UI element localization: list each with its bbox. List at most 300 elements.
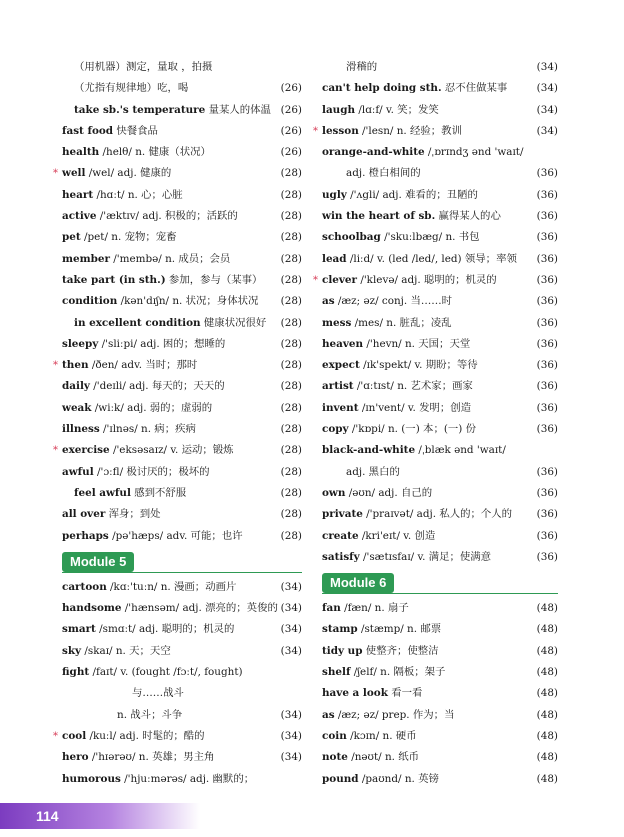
definition: /'sætɪsfaɪ/ v. 满足；使满意 <box>359 550 492 563</box>
headword: fan <box>322 602 341 615</box>
headword: invent <box>322 401 359 414</box>
glossary-entry <box>62 376 302 397</box>
entry-text <box>62 747 214 768</box>
definition: 与……战斗 <box>132 687 184 700</box>
definition: /'sliːpi/ adj. 困的；想睡的 <box>98 337 226 350</box>
page-ref: (36) <box>536 337 558 350</box>
definition: /fæn/ n. 扇子 <box>340 602 409 615</box>
glossary-entry <box>62 249 302 270</box>
headword: expect <box>322 359 360 372</box>
glossary-entry <box>62 419 302 440</box>
entry-text <box>322 270 497 291</box>
glossary-entry <box>322 683 558 704</box>
headword: hero <box>62 751 89 764</box>
glossary-entry <box>322 769 558 790</box>
glossary-entry <box>322 227 558 248</box>
entry-text <box>322 78 507 99</box>
headword: tidy up <box>322 644 363 657</box>
page-ref: (28) <box>280 380 302 393</box>
glossary-entry <box>53 355 302 376</box>
entry-text <box>62 462 210 483</box>
headword: coin <box>322 729 347 742</box>
definition: /mes/ n. 脏乱；凌乱 <box>351 316 452 329</box>
entry-text <box>322 598 409 619</box>
entry-text <box>322 313 452 334</box>
glossary-entry <box>322 376 558 397</box>
definition: /paʊnd/ n. 英镑 <box>358 772 439 785</box>
page-ref: (36) <box>536 295 558 308</box>
glossary-entry <box>53 163 302 184</box>
definition: /pə'hæps/ adv. 可能；也许 <box>108 529 243 542</box>
definition: /'æktɪv/ adj. 积极的；活跃的 <box>96 210 238 223</box>
entry-text <box>322 547 491 568</box>
glossary-entry <box>322 504 558 525</box>
entry-text <box>62 206 238 227</box>
definition: /smɑːt/ adj. 聪明的；机灵的 <box>95 623 235 636</box>
definition: /kri'eɪt/ v. 创造 <box>358 529 436 542</box>
glossary-entry <box>322 142 558 163</box>
entry-text <box>74 100 271 121</box>
definition: /ˌblæk ənd 'waɪt/ <box>415 444 506 457</box>
glossary-entry <box>322 419 558 440</box>
entry-text <box>62 641 171 662</box>
page-ref: (28) <box>280 188 302 201</box>
headword: win the heart of sb. <box>322 210 436 223</box>
definition: /liːd/ v. (led /led/, led) 领导；率领 <box>346 252 517 265</box>
headword: active <box>62 210 97 223</box>
headword: weak <box>62 401 92 414</box>
entry-text <box>322 185 478 206</box>
entry-text <box>322 641 439 662</box>
headword: then <box>62 359 89 372</box>
glossary-entry <box>62 313 302 334</box>
entry-text <box>322 100 439 121</box>
page-ref: (28) <box>280 252 302 265</box>
glossary-entry <box>62 121 302 142</box>
glossary-entry <box>313 121 558 142</box>
headword: own <box>322 486 346 499</box>
headword: all over <box>62 508 106 521</box>
glossary-entry <box>322 78 558 99</box>
definition: /'ɔːfl/ 极讨厌的；极坏的 <box>93 465 210 478</box>
page-ref: (36) <box>536 423 558 436</box>
entry-text <box>62 249 230 270</box>
entry-text <box>322 705 454 726</box>
entry-text <box>62 398 212 419</box>
glossary-right-column <box>313 57 558 790</box>
glossary-entry <box>62 526 302 547</box>
glossary-entry <box>322 249 558 270</box>
star-icon: * <box>313 274 318 286</box>
headword: create <box>322 529 359 542</box>
glossary-entry <box>322 526 558 547</box>
entry-text <box>62 376 225 397</box>
page-ref: (28) <box>280 508 302 521</box>
definition: （用机器）测定，量取 ，拍摄 <box>74 61 213 73</box>
entry-text <box>62 270 262 291</box>
glossary-entry <box>322 705 558 726</box>
headword: lesson <box>322 124 359 137</box>
entry-text <box>62 419 196 440</box>
definition: /'lesn/ n. 经验；教训 <box>358 124 462 137</box>
page-ref: (36) <box>536 316 558 329</box>
entry-text <box>322 227 480 248</box>
entry-text <box>132 683 184 704</box>
page-ref: (28) <box>280 337 302 350</box>
headword: sleepy <box>62 337 99 350</box>
star-icon: * <box>53 168 58 180</box>
module-label: Module 6 <box>322 573 394 593</box>
definition: /kɑː'tuːn/ n. 漫画；动画片 <box>106 580 237 593</box>
headword: mess <box>322 316 352 329</box>
module-heading <box>62 549 302 575</box>
page-ref: (48) <box>536 666 558 679</box>
page-ref: (26) <box>280 103 302 116</box>
definition: /ɪn'vent/ v. 发明；创造 <box>358 401 472 414</box>
definition: /'hɪərəʊ/ n. 英雄；男主角 <box>88 751 215 764</box>
entry-text <box>322 440 506 461</box>
definition: /'praɪvət/ adj. 私人的；个人的 <box>362 508 513 521</box>
headword: feel awful <box>74 486 131 499</box>
page-ref: (26) <box>280 124 302 137</box>
glossary-entry <box>62 683 302 704</box>
page-ref: (34) <box>280 580 302 593</box>
headword: heart <box>62 188 94 201</box>
definition: /'hevn/ n. 天国；天堂 <box>363 337 471 350</box>
entry-text <box>322 355 478 376</box>
headword: orange-and-white <box>322 146 425 159</box>
page-ref: (28) <box>280 273 302 286</box>
page-ref: (36) <box>536 401 558 414</box>
glossary-entry <box>322 185 558 206</box>
headword: schoolbag <box>322 231 381 244</box>
page-ref: (34) <box>536 103 558 116</box>
entry-text <box>322 726 417 747</box>
definition: adj. 橙白相间的 <box>346 167 421 180</box>
page-ref: (34) <box>280 602 302 615</box>
headword: awful <box>62 465 94 478</box>
entry-text <box>322 769 439 790</box>
page-ref: (48) <box>536 708 558 721</box>
definition: 健康状况很好 <box>200 316 267 329</box>
page-ref: (36) <box>536 210 558 223</box>
glossary-entry <box>62 662 302 683</box>
glossary-entry <box>62 462 302 483</box>
definition: /kuːl/ adj. 时髦的；酷的 <box>86 729 205 742</box>
entry-text <box>346 462 400 483</box>
glossary-entry <box>322 313 558 334</box>
definition: （尤指有规律地）吃，喝 <box>74 82 189 95</box>
definition: /faɪt/ v. (fought /fɔːt/, fought) <box>89 666 243 679</box>
definition: /æz; əz/ prep. 作为；当 <box>334 708 455 721</box>
page-ref: (36) <box>536 273 558 286</box>
page-ref: (28) <box>280 167 302 180</box>
page-ref: (48) <box>536 751 558 764</box>
headword: note <box>322 751 348 764</box>
glossary-entry <box>62 769 302 790</box>
glossary-entry <box>322 747 558 768</box>
definition: /'ʌgli/ adj. 难看的；丑陋的 <box>346 188 478 201</box>
entry-text <box>74 313 266 334</box>
page-ref: (48) <box>536 729 558 742</box>
entry-text <box>62 355 197 376</box>
glossary-entry <box>62 270 302 291</box>
headword: perhaps <box>62 529 109 542</box>
entry-text <box>62 726 205 747</box>
module-heading <box>322 570 558 596</box>
star-icon: * <box>53 360 58 372</box>
headword: heaven <box>322 337 364 350</box>
headword: well <box>62 167 86 180</box>
headword: member <box>62 252 110 265</box>
definition: /'ɪlnəs/ n. 病；疾病 <box>99 423 196 436</box>
definition: /lɑːf/ v. 笑；发笑 <box>355 103 439 116</box>
entry-text <box>74 57 212 78</box>
definition: 快餐食品 <box>113 124 158 137</box>
entry-text <box>62 142 211 163</box>
entry-text <box>322 419 476 440</box>
glossary-entry <box>62 206 302 227</box>
headword: stamp <box>322 623 358 636</box>
glossary-entry <box>322 57 558 78</box>
page-ref: (28) <box>280 529 302 542</box>
entry-text <box>322 142 523 163</box>
headword: sky <box>62 644 82 657</box>
page-ref: (48) <box>536 623 558 636</box>
definition: /hɑːt/ n. 心；心脏 <box>93 188 183 201</box>
module-divider <box>322 593 558 594</box>
glossary-entry <box>322 619 558 640</box>
page-ref: (28) <box>280 444 302 457</box>
glossary-entry <box>62 598 302 619</box>
headword: condition <box>62 295 118 308</box>
definition: /wiːk/ adj. 弱的；虚弱的 <box>91 401 213 414</box>
definition: /helθ/ n. 健康（状况） <box>99 146 211 159</box>
entry-text <box>62 121 158 142</box>
page-ref: (28) <box>280 465 302 478</box>
glossary-entry <box>322 547 558 568</box>
entry-text <box>62 526 243 547</box>
headword: in excellent condition <box>74 316 201 329</box>
page-ref: (36) <box>536 380 558 393</box>
glossary-entry <box>322 291 558 312</box>
definition: /nəʊt/ n. 纸币 <box>347 751 420 764</box>
glossary-entry <box>322 334 558 355</box>
definition: /wel/ adj. 健康的 <box>85 167 172 180</box>
page-ref: (34) <box>280 623 302 636</box>
definition: /stæmp/ n. 邮票 <box>357 623 442 636</box>
glossary-entry <box>62 78 302 99</box>
headword: lead <box>322 252 347 265</box>
glossary-entry <box>313 270 558 291</box>
definition: /æz; əz/ conj. 当……时 <box>334 295 453 308</box>
definition: /'kɒpi/ n. (一) 本；(一) 份 <box>348 423 477 436</box>
headword: pet <box>62 231 81 244</box>
entry-text <box>322 376 473 397</box>
glossary-entry <box>53 726 302 747</box>
entry-text <box>322 526 435 547</box>
glossary-entry <box>62 142 302 163</box>
headword: clever <box>322 273 358 286</box>
definition: /ɪk'spekt/ v. 期盼；等待 <box>359 359 478 372</box>
headword: fast food <box>62 124 114 137</box>
headword: as <box>322 295 335 308</box>
glossary-entry <box>322 398 558 419</box>
headword: exercise <box>62 444 110 457</box>
definition: /kɔɪn/ n. 硬币 <box>346 729 417 742</box>
definition: adj. 黑白的 <box>346 465 400 478</box>
entry-text <box>62 334 225 355</box>
entry-text <box>322 291 452 312</box>
headword: handsome <box>62 602 122 615</box>
headword: cool <box>62 729 87 742</box>
headword: artist <box>322 380 354 393</box>
entry-text <box>322 206 501 227</box>
glossary-entry <box>322 100 558 121</box>
definition: 看一看 <box>387 687 423 700</box>
entry-text <box>62 440 234 461</box>
page-ref: (36) <box>536 550 558 563</box>
headword: copy <box>322 423 349 436</box>
definition: /əʊn/ adj. 自己的 <box>345 486 433 499</box>
module-label: Module 5 <box>62 552 134 572</box>
definition: /ðen/ adv. 当时；那时 <box>88 359 198 372</box>
definition: /'skuːlbæg/ n. 书包 <box>380 231 480 244</box>
headword: humorous <box>62 772 121 785</box>
definition: 感到不舒服 <box>130 486 187 499</box>
entry-text <box>62 185 183 206</box>
glossary-entry <box>62 291 302 312</box>
glossary-entry <box>322 662 558 683</box>
headword: cartoon <box>62 580 107 593</box>
headword: satisfy <box>322 550 360 563</box>
headword: take sb.'s temperature <box>74 103 206 116</box>
headword: daily <box>62 380 90 393</box>
definition: /ˌɒrɪndʒ ənd 'waɪt/ <box>424 146 524 159</box>
headword: black-and-white <box>322 444 416 457</box>
entry-text <box>322 483 432 504</box>
glossary-entry <box>322 462 558 483</box>
glossary-entry <box>62 398 302 419</box>
entry-text <box>62 619 234 640</box>
page-ref: (36) <box>536 486 558 499</box>
glossary-entry <box>53 440 302 461</box>
page-ref: (28) <box>280 210 302 223</box>
entry-text <box>62 504 161 525</box>
headword: laugh <box>322 103 356 116</box>
page-ref: (36) <box>536 465 558 478</box>
definition: 量某人的体温 <box>205 103 271 116</box>
page-ref: (28) <box>280 401 302 414</box>
page-ref: (36) <box>536 529 558 542</box>
entry-text <box>322 121 462 142</box>
entry-text <box>62 598 278 619</box>
glossary-entry <box>322 163 558 184</box>
headword: shelf <box>322 666 351 679</box>
page-ref: (48) <box>536 687 558 700</box>
definition: 忍不住做某事 <box>441 82 508 95</box>
glossary-entry <box>322 483 558 504</box>
headword: have a look <box>322 687 388 700</box>
glossary-entry <box>322 206 558 227</box>
page-ref: (28) <box>280 295 302 308</box>
page-ref: (28) <box>280 316 302 329</box>
entry-text <box>322 334 470 355</box>
glossary-entry <box>322 355 558 376</box>
entry-text <box>322 398 471 419</box>
glossary-entry <box>62 483 302 504</box>
page-ref: (28) <box>280 359 302 372</box>
page-ref: (34) <box>280 708 302 721</box>
headword: take part (in sth.) <box>62 273 166 286</box>
entry-text <box>117 705 182 726</box>
glossary-entry <box>62 185 302 206</box>
page-ref: (28) <box>280 423 302 436</box>
glossary-entry <box>62 641 302 662</box>
entry-text <box>62 163 171 184</box>
headword: pound <box>322 772 359 785</box>
page-ref: (34) <box>536 61 558 73</box>
entry-text <box>322 747 419 768</box>
entry-text <box>322 683 422 704</box>
glossary-entry <box>62 747 302 768</box>
glossary-entry <box>62 334 302 355</box>
page-ref: (36) <box>536 231 558 244</box>
definition: /pet/ n. 宠物；宠畜 <box>80 231 177 244</box>
glossary-entry <box>62 57 302 78</box>
definition: /'membə/ n. 成员；会员 <box>109 252 231 265</box>
definition: 滑稽的 <box>346 61 378 73</box>
star-icon: * <box>53 730 58 742</box>
glossary-entry <box>62 504 302 525</box>
entry-text <box>74 78 188 99</box>
definition: 浑身；到处 <box>105 508 161 521</box>
definition: /'klevə/ adj. 聪明的；机灵的 <box>357 273 497 286</box>
page-ref: (36) <box>536 359 558 372</box>
module-divider <box>62 572 302 573</box>
star-icon: * <box>313 125 318 137</box>
entry-text <box>346 57 377 78</box>
headword: can't help doing sth. <box>322 82 442 95</box>
headword: illness <box>62 423 100 436</box>
definition: /kən'dɪʃn/ n. 状况；身体状况 <box>117 295 259 308</box>
headword: smart <box>62 623 96 636</box>
definition: /'hjuːmərəs/ adj. 幽默的； <box>120 772 255 785</box>
page-ref: (26) <box>280 82 302 95</box>
entry-text <box>322 662 445 683</box>
glossary-entry <box>62 705 302 726</box>
definition: /'ɑːtɪst/ n. 艺术家；画家 <box>353 380 473 393</box>
entry-text <box>62 291 258 312</box>
entry-text <box>322 504 512 525</box>
definition: /'deɪli/ adj. 每天的；天天的 <box>89 380 225 393</box>
page-ref: (48) <box>536 644 558 657</box>
page-ref: (36) <box>536 167 558 180</box>
entry-text <box>62 662 243 683</box>
glossary-entry <box>62 577 302 598</box>
glossary-entry <box>62 100 302 121</box>
page-ref: (26) <box>280 146 302 159</box>
page-ref: (36) <box>536 252 558 265</box>
glossary-entry <box>322 440 558 461</box>
definition: n. 战斗；斗争 <box>117 708 183 721</box>
page-ref: (48) <box>536 772 558 785</box>
headword: private <box>322 508 363 521</box>
headword: fight <box>62 666 90 679</box>
page-ref: (36) <box>536 508 558 521</box>
headword: ugly <box>322 188 347 201</box>
glossary-entry <box>62 619 302 640</box>
